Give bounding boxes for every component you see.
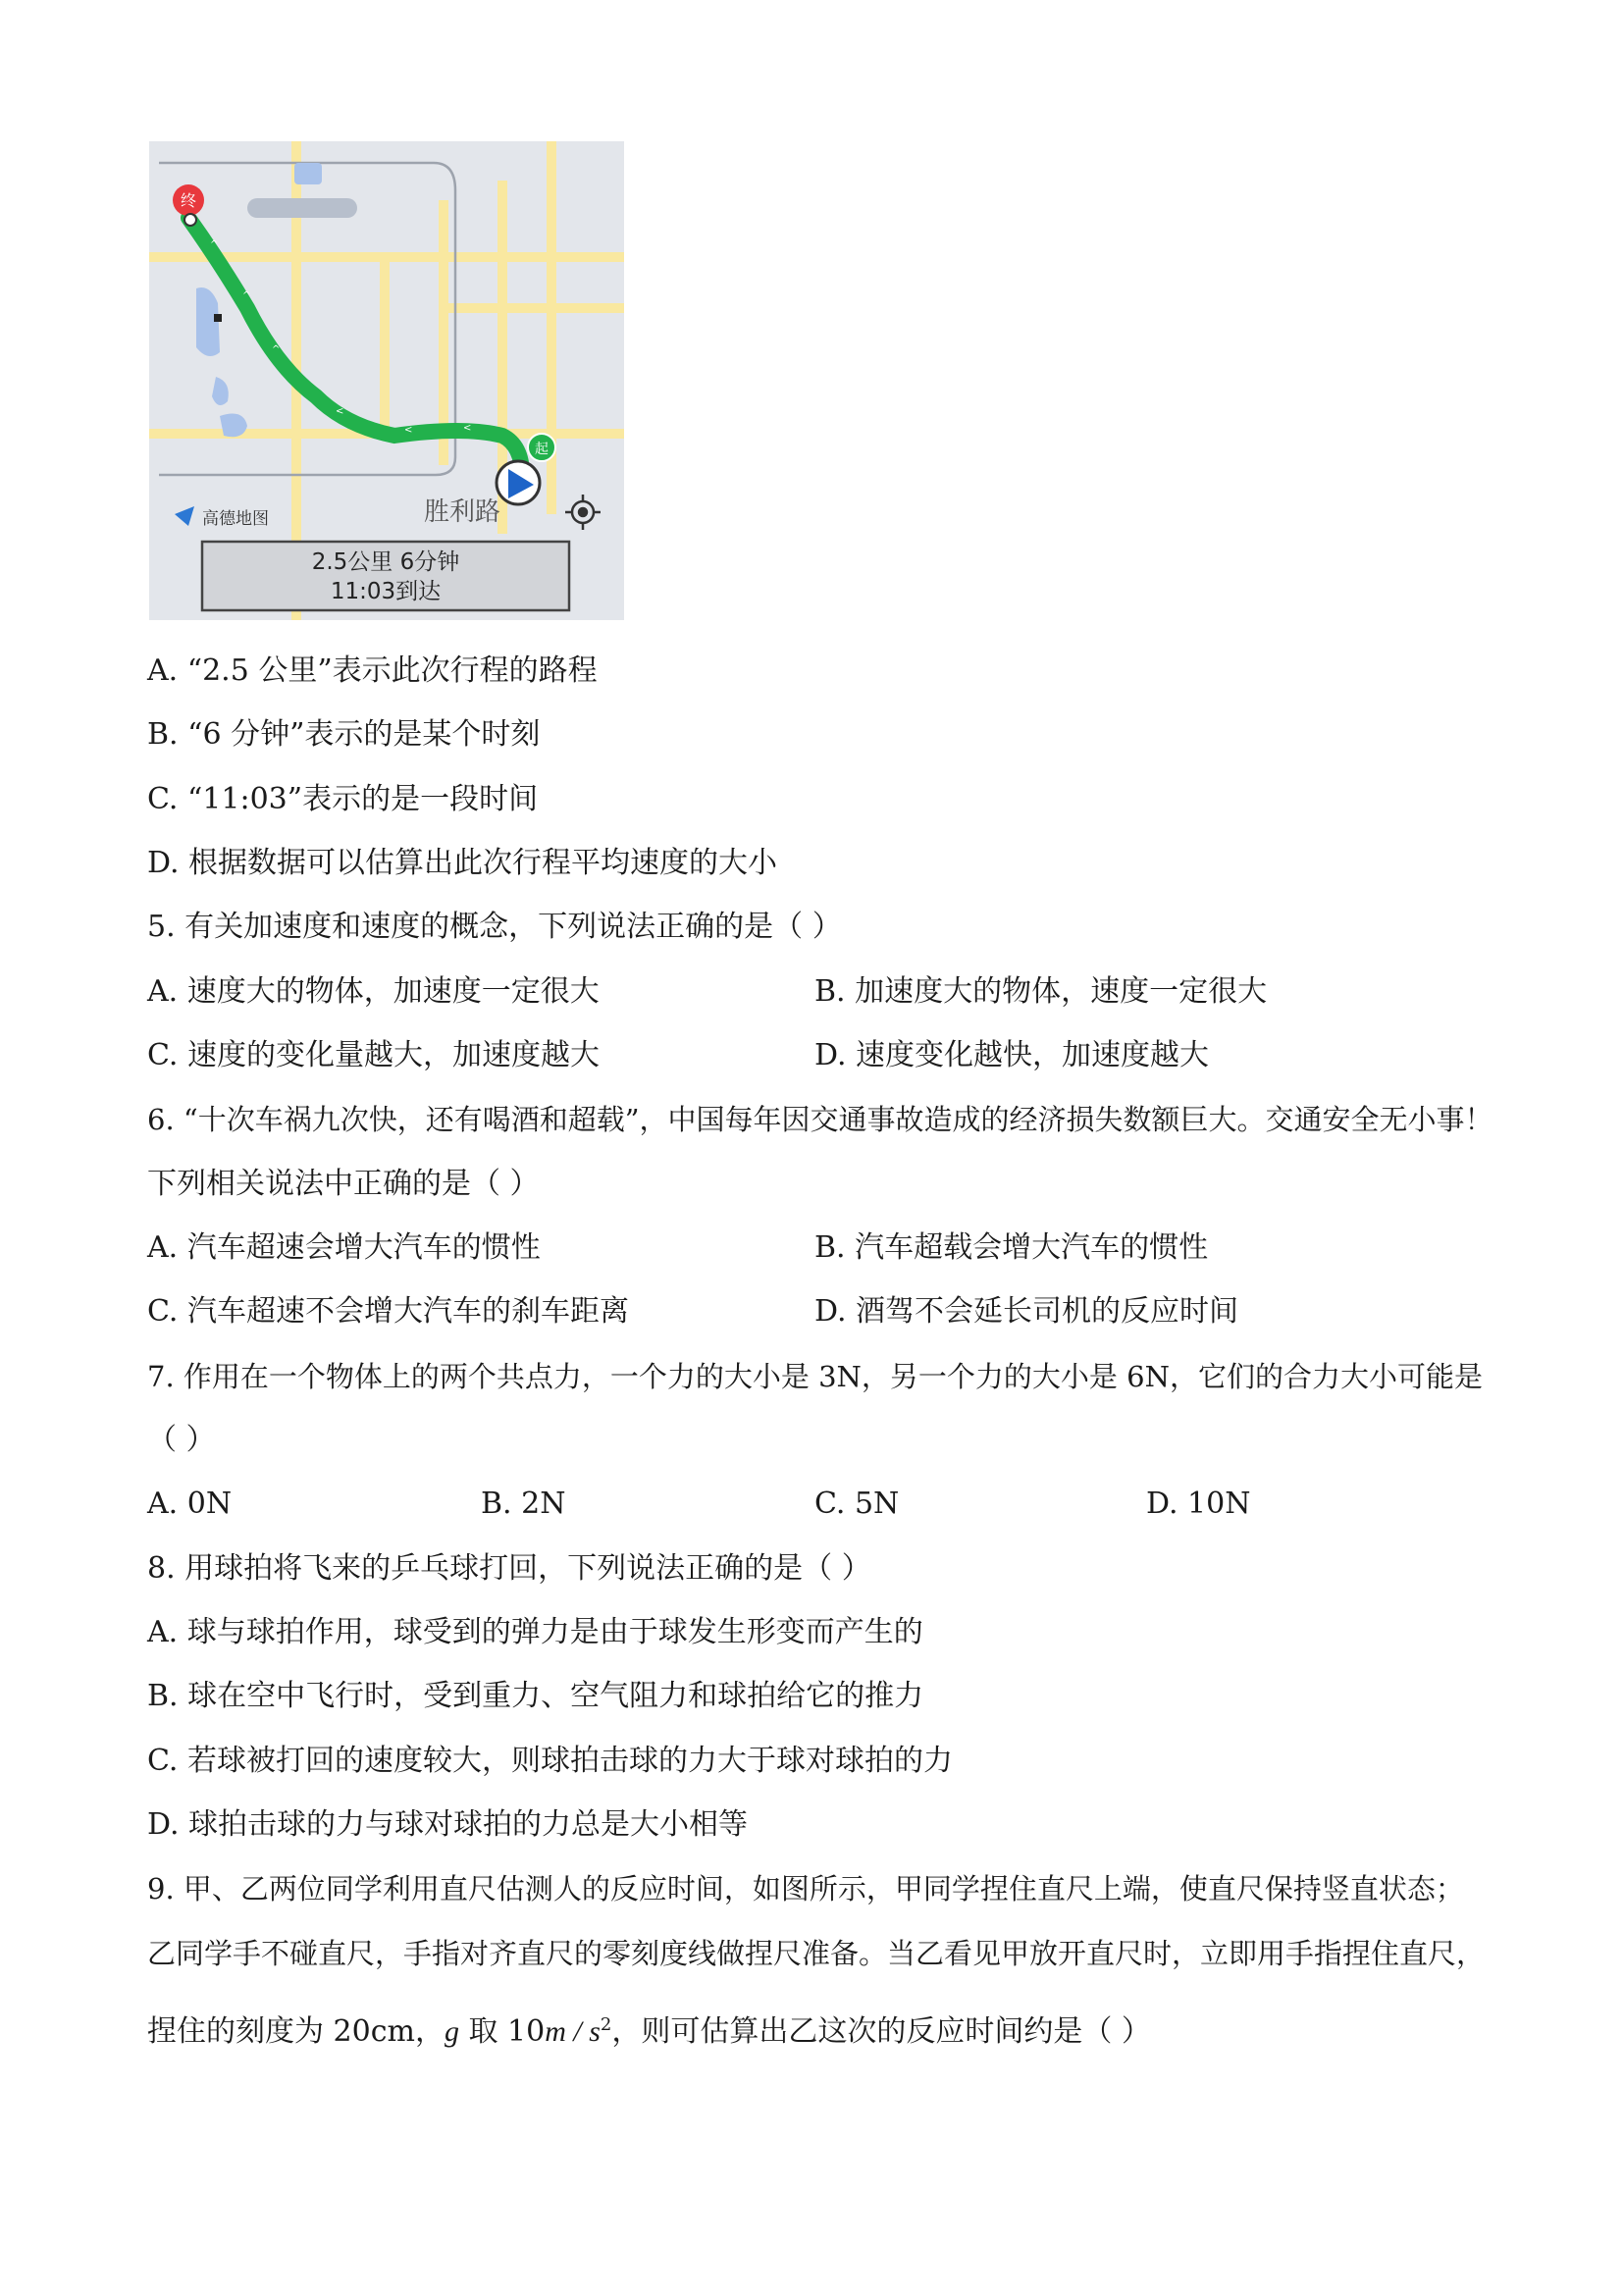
q9-stem-line2: 乙同学手不碰直尺，手指对齐直尺的零刻度线做捏尺准备。当乙看见甲放开直尺时，立即用手指捏住直尺， bbox=[147, 1937, 1486, 1970]
navigation-arrow-icon bbox=[497, 461, 540, 504]
q9-unit-ms: m / s bbox=[545, 2015, 601, 2048]
route-info-box bbox=[202, 542, 569, 610]
q9-unit-sup: 2 bbox=[600, 2014, 612, 2035]
route-map-figure bbox=[149, 141, 624, 620]
q5-stem: 5. 有关加速度和速度的概念，下列说法正确的是（ ） bbox=[147, 910, 842, 944]
start-pin-icon bbox=[528, 434, 555, 461]
q7-stem-line1: 7. 作用在一个物体上的两个共点力，一个力的大小是 3N，另一个力的大小是 6N，它们的合力大小可能是 bbox=[147, 1360, 1483, 1393]
svg-text:<: < bbox=[463, 423, 472, 434]
q6-stem-line1: 6. “十次车祸九次快，还有喝酒和超载”，中国每年因交通事故造成的经济损失数额巨大。交通安全无小事！ bbox=[147, 1103, 1493, 1136]
q9-g-symbol: g bbox=[444, 2015, 459, 2048]
q7-option-b: B. 2N bbox=[481, 1487, 566, 1521]
q9-unit-cm: cm bbox=[370, 2014, 415, 2049]
route-distance-time: 2.5公里 6分钟 bbox=[311, 549, 460, 575]
q6-option-b: B. 汽车超载会增大汽车的惯性 bbox=[814, 1230, 1209, 1265]
q5-option-b: B. 加速度大的物体，速度一定很大 bbox=[814, 974, 1268, 1009]
svg-text:<: < bbox=[404, 425, 413, 436]
q7-stem-line2: （ ） bbox=[147, 1423, 216, 1457]
q9-text-a: 捏住的刻度为 20 bbox=[147, 2014, 371, 2049]
route-arrival-time: 11:03到达 bbox=[330, 579, 442, 604]
q5-option-a: A. 速度大的物体，加速度一定很大 bbox=[147, 974, 600, 1009]
q8-stem: 8. 用球拍将飞来的乒乓球打回，下列说法正确的是（ ） bbox=[147, 1551, 871, 1586]
svg-text:起: 起 bbox=[535, 442, 549, 457]
road-label: 胜利路 bbox=[424, 497, 501, 527]
svg-text:^: ^ bbox=[210, 239, 219, 250]
q4-option-b: B. “6 分钟”表示的是某个时刻 bbox=[147, 717, 541, 752]
q4-option-c: C. “11:03”表示的是一段时间 bbox=[147, 782, 539, 816]
q9-sep: ， bbox=[414, 2014, 445, 2049]
q9-text-c: ，则可估算出乙这次的反应时间约是（ ） bbox=[611, 2014, 1151, 2049]
amap-logo-text: 高德地图 bbox=[202, 509, 269, 529]
q8-option-b: B. 球在空中飞行时，受到重力、空气阻力和球拍给它的推力 bbox=[147, 1679, 924, 1713]
svg-text:^: ^ bbox=[272, 344, 281, 355]
q7-option-d: D. 10N bbox=[1146, 1487, 1251, 1521]
q4-option-a: A. “2.5 公里”表示此次行程的路程 bbox=[147, 653, 598, 688]
q7-option-a: A. 0N bbox=[147, 1487, 233, 1521]
q8-option-d: D. 球拍击球的力与球对球拍的力总是大小相等 bbox=[147, 1807, 749, 1842]
svg-text:^: ^ bbox=[242, 290, 251, 301]
q9-stem-line3 bbox=[147, 2006, 1151, 2052]
q4-option-d: D. 根据数据可以估算出此次行程平均速度的大小 bbox=[147, 846, 778, 880]
q5-option-c: C. 速度的变化量越大，加速度越大 bbox=[147, 1038, 600, 1072]
q5-option-d: D. 速度变化越快，加速度越大 bbox=[814, 1038, 1210, 1072]
q6-stem-line2: 下列相关说法中正确的是（ ） bbox=[147, 1167, 540, 1201]
q7-option-c: C. 5N bbox=[814, 1487, 900, 1521]
svg-text:<: < bbox=[336, 406, 344, 417]
q9-text-b: 取 10 bbox=[458, 2014, 546, 2049]
q9-stem-line1: 9. 甲、乙两位同学利用直尺估测人的反应时间，如图所示，甲同学捏住直尺上端，使直尺保持竖直状态； bbox=[147, 1872, 1464, 1905]
svg-text:终: 终 bbox=[180, 191, 197, 210]
q8-option-c: C. 若球被打回的速度较大，则球拍击球的力大于球对球拍的力 bbox=[147, 1744, 953, 1778]
q6-option-d: D. 酒驾不会延长司机的反应时间 bbox=[814, 1294, 1239, 1329]
q8-option-a: A. 球与球拍作用，球受到的弹力是由于球发生形变而产生的 bbox=[147, 1615, 923, 1649]
q6-option-a: A. 汽车超速会增大汽车的惯性 bbox=[147, 1230, 541, 1265]
q6-option-c: C. 汽车超速不会增大汽车的刹车距离 bbox=[147, 1294, 629, 1329]
